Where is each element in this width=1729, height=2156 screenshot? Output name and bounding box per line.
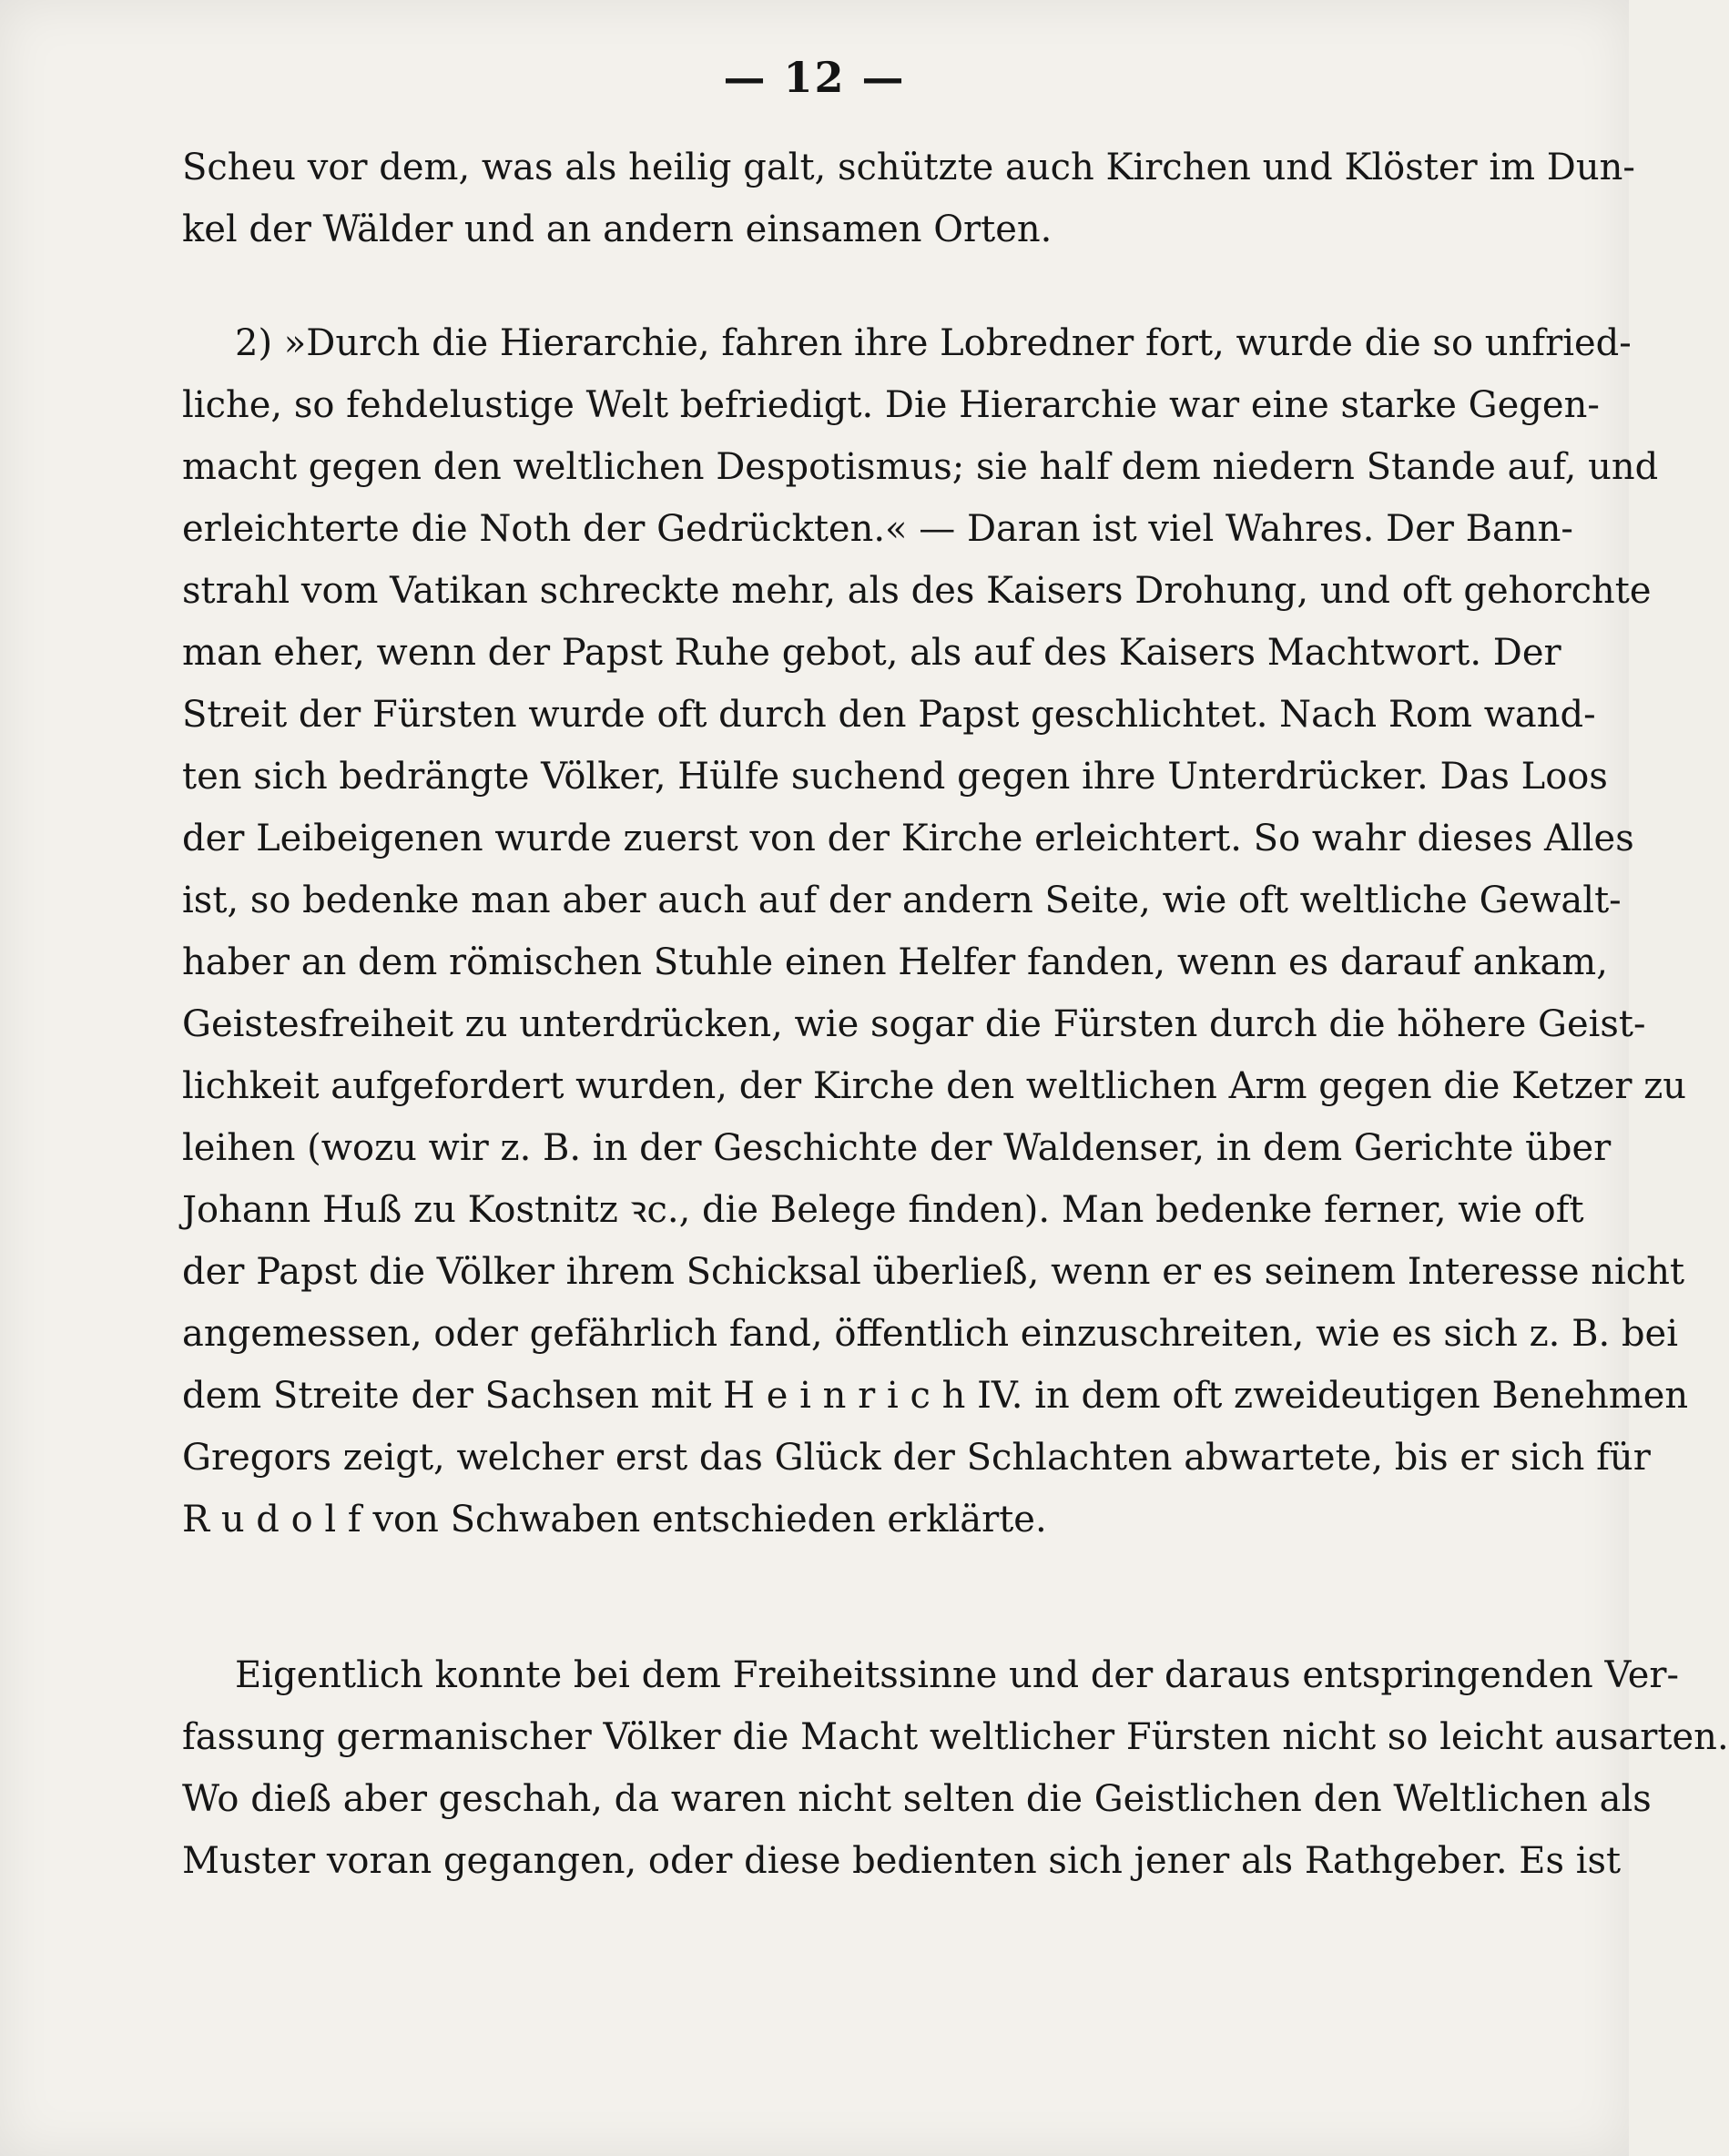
- text-line: Streit der Fürsten wurde oft durch den Papst geschlichtet. Nach Rom wand-: [182, 694, 1596, 736]
- text-line: strahl vom Vatikan schreckte mehr, als des Kaisers Drohung, und oft gehorchte: [182, 570, 1652, 612]
- text-line: angemessen, oder gefährlich fand, öffentlich einzuschreiten, wie es sich z. B. bei: [182, 1313, 1679, 1355]
- text-line: ist, so bedenke man aber auch auf der andern Seite, wie oft weltliche Gewalt-: [182, 880, 1622, 921]
- paragraph-3: [182, 1644, 1729, 1892]
- text-line: erleichterte die Noth der Gedrückten.« — Daran ist viel Wahres. Der Bann-: [182, 508, 1573, 550]
- text-line: 2) »Durch die Hierarchie, fahren ihre Lobredner fort, wurde die so unfried-: [235, 322, 1632, 364]
- text-line: man eher, wenn der Papst Ruhe gebot, als auf des Kaisers Machtwort. Der: [182, 632, 1561, 674]
- text-line: ten sich bedrängte Völker, Hülfe suchend gegen ihre Unterdrücker. Das Loos: [182, 756, 1608, 798]
- text-line: Wo dieß aber geschah, da waren nicht selten die Geistlichen den Weltlichen als: [182, 1778, 1652, 1820]
- paragraph-1: [182, 137, 1635, 260]
- text-line: Eigentlich konnte bei dem Freiheitssinne und der daraus entspringenden Ver-: [235, 1654, 1679, 1696]
- text-line: R u d o l f von Schwaben entschieden erklärte.: [182, 1499, 1047, 1541]
- text-line: macht gegen den weltlichen Despotismus; sie half dem niedern Stande auf, und: [182, 446, 1659, 488]
- text-line: lichkeit aufgefordert wurden, der Kirche den weltlichen Arm gegen die Ketzer zu: [182, 1065, 1687, 1107]
- text-line: Muster voran gegangen, oder diese bedienten sich jener als Rathgeber. Es ist: [182, 1840, 1622, 1882]
- text-line: haber an dem römischen Stuhle einen Helfer fanden, wenn es darauf ankam,: [182, 941, 1608, 983]
- text-line: Scheu vor dem, was als heilig galt, schützte auch Kirchen und Klöster im Dun-: [182, 147, 1635, 188]
- text-line: der Papst die Völker ihrem Schicksal überließ, wenn er es seinem Interesse nicht: [182, 1251, 1685, 1293]
- text-line: leihen (wozu wir z. B. in der Geschichte der Waldenser, in dem Gerichte über: [182, 1127, 1612, 1169]
- text-line: kel der Wälder und an andern einsamen Orten.: [182, 208, 1053, 250]
- text-line: fassung germanischer Völker die Macht weltlicher Fürsten nicht so leicht ausarten.: [182, 1716, 1729, 1758]
- text-line: Geistesfreiheit zu unterdrücken, wie sogar die Fürsten durch die höhere Geist-: [182, 1003, 1646, 1045]
- text-line: Gregors zeigt, welcher erst das Glück der Schlachten abwartete, bis er sich für: [182, 1437, 1651, 1479]
- text-line: der Leibeigenen wurde zuerst von der Kirche erleichtert. So wahr dieses Alles: [182, 818, 1634, 859]
- page-number-header: — 12 —: [723, 53, 906, 102]
- text-line: liche, so fehdelustige Welt befriedigt. Die Hierarchie war eine starke Gegen-: [182, 384, 1600, 426]
- text-line: Johann Huß zu Kostnitz ꝛc., die Belege finden). Man bedenke ferner, wie oft: [182, 1189, 1584, 1231]
- paragraph-2: [182, 312, 1689, 1551]
- text-line: dem Streite der Sachsen mit H e i n r i c h IV. in dem oft zweideutigen Benehmen: [182, 1375, 1689, 1417]
